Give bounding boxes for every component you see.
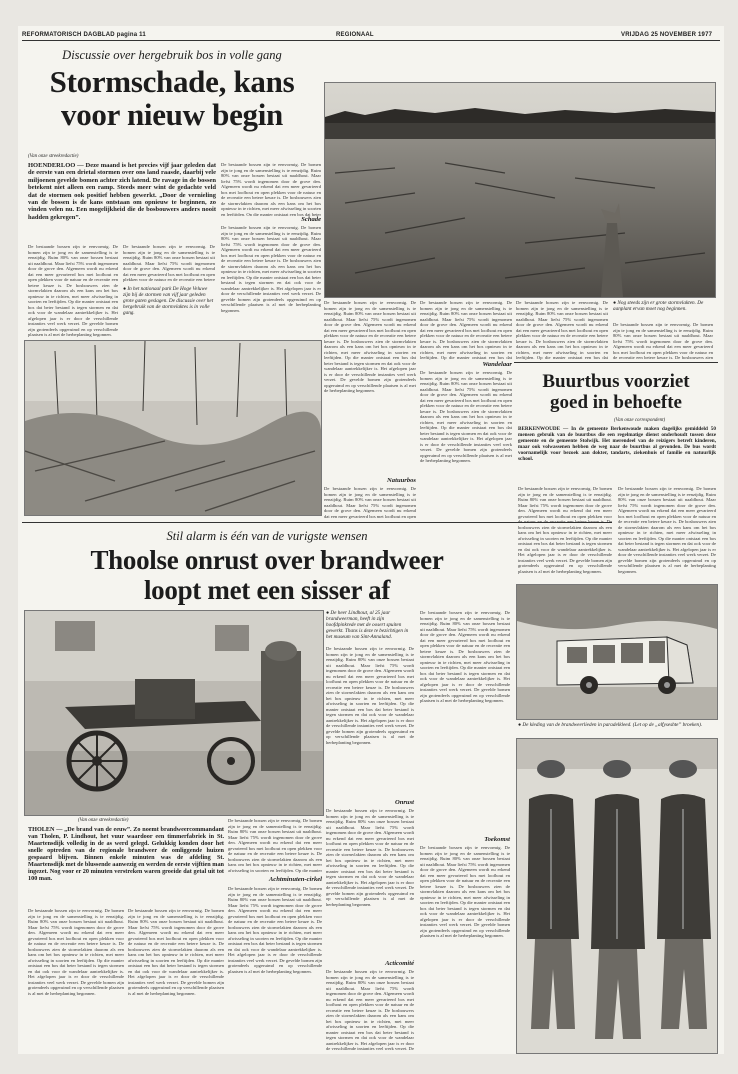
article1-col6-text: De bestaande bossen zijn te eenvormig. De bomen zijn te jong en de samenstelling is te eenzijdig. Ruim 80% van onze bossen bestaat uit naaldhout. Maar liefst 75% wordt ingenomen door de grove den. Algemeen wordt nu erkend dat een meer gevarieerd bos met loofhout en open plekken voor de natuur en de recreatie een betere keuze is. De bosbouwers zien de stormvlakten daarom als een kans om het bos opnieuw in te richten, met meer afwisseling in soorten en leeftijden. Op die manier ontstaat een bos dat: [516, 300, 608, 360]
article2-headline-line1: Thoolse onrust over brandweer: [90, 545, 444, 575]
article1-col1-text: De bestaande bossen zijn te eenvormig. De bomen zijn te jong en de samenstelling is te eenzijdig. Ruim 80% van onze bossen bestaat uit naaldhout. Maar liefst 75% wordt ingenomen door de grove den. Algemeen wordt nu erkend dat een meer gevarieerd bos met loofhout en open plekken voor de natuur en de recreatie een betere keuze is. De bosbouwers zien de stormvlakten daarom als een kans om het bos opnieuw in te richten, met meer afwisseling in soorten en leeftijden. Op die manier ontstaat een bos dat beter bestand is tegen stormen en dat ook voor de wandelaar aantrekkelijker is. Het afgelopen jaar is er door de verschillende instanties veel werk verzet. De gevelde bomen zijn grotendeels opgeruimd en op verschillende plaatsen is al met de herbeplanting begonnen.: [28, 244, 118, 337]
buurtbus-photo: [516, 584, 718, 720]
article2-photo-caption: ● De heer Lindhout, al 25 jaar brandweerman, heeft in zijn hoofdpinkrede met de oosert spuiten gewerkt. Thans is deze te bezichtigen in het museum van Sint-Annaland.: [326, 610, 409, 640]
header-rule: [22, 40, 720, 41]
article3-headline-line1: Buurtbus voorziet: [542, 371, 690, 392]
article2-subhead-toekomst: Toekomst: [484, 836, 510, 843]
article2-col3a-text: De bestaande bossen zijn te eenvormig. De bomen zijn te jong en de samenstelling is te eenzijdig. Ruim 80% van onze bossen bestaat uit naaldhout. Maar liefst 75% wordt ingenomen door de grove den. Algemeen wordt nu erkend dat een meer gevarieerd bos met loofhout en open plekken voor de natuur en de recreatie een betere keuze is. De bosbouwers zien de stormvlakten daarom als een kans om het bos opnieuw in te richten, met meer afwisseling in soorten en leeftijden. Op die manier ontstaat een bos dat beter bestand is tegen stormen en dat ook voor de wandelaar aantrekkelijker is. Het afgelopen jaar is er door de verschillende instanties veel werk verzet. De gevelde bomen zijn grotendeels opgeruimd en op verschillende plaatsen is al met de herbeplanting begonnen.: [326, 646, 414, 745]
article1-inset-caption: ● In het nationaal park De Hoge Veluwe zijn bij de stormen van vijf jaar geleden grote gaten geslagen. De discussie over het hergebruik van de stormvlaktes is in volle gang.: [123, 286, 214, 316]
article3-caption: ● De kleding van de brandweerlieden in paradelkleed. (Let op de „alfyseshte” broeken).: [518, 722, 703, 728]
article1-headline-line1: Stormschade, kans: [49, 64, 295, 99]
article1-right-caption: ● Nog steeds zijn er grote stormvlakten. De aanplant ervan moet nog beginnen.: [613, 300, 704, 312]
article1-col4b-text: De bestaande bossen zijn te eenvormig. De bomen zijn te jong en de samenstelling is te eenzijdig. Ruim 80% van onze bossen bestaat uit naaldhout. Maar liefst 75% wordt ingenomen door de grove den. Algemeen wordt nu erkend dat een meer gevarieerd bos met loofhout en open: [324, 486, 416, 519]
article1-col5a-text: De bestaande bossen zijn te eenvormig. De bomen zijn te jong en de samenstelling is te eenzijdig. Ruim 80% van onze bossen bestaat uit naaldhout. Maar liefst 75% wordt ingenomen door de grove den. Algemeen wordt nu erkend dat een meer gevarieerd bos met loofhout en open plekken voor de natuur en de recreatie een betere keuze is. De bosbouwers zien de stormvlakten daarom als een kans om het bos opnieuw in te richten, met meer afwisseling in soorten en leeftijden. Op die manier ontstaat een bos dat: [420, 300, 512, 360]
article3-col1-text: De bestaande bossen zijn te eenvormig. De bomen zijn te jong en de samenstelling is te eenzijdig. Ruim 80% van onze bossen bestaat uit naaldhout. Maar liefst 75% wordt ingenomen door de grove den. Algemeen wordt nu erkend dat een meer gevarieerd bos met loofhout en open plekken voor de natuur en de recreatie een betere keuze is. De bosbouwers zien de stormvlakten daarom als een kans om het bos opnieuw in te richten, met meer afwisseling in soorten en leeftijden. Op die manier ontstaat een bos dat beter bestand is tegen stormen en dat ook voor de wandelaar aantrekkelijker is. Het afgelopen jaar is er door de verschillende instanties veel werk verzet. De gevelde bomen zijn grotendeels opgeruimd en op verschillende plaatsen is al met de herbeplanting begonnen.: [518, 486, 612, 574]
brandweer-museum-photo: [24, 610, 324, 816]
article2-col3b-text: De bestaande bossen zijn te eenvormig. De bomen zijn te jong en de samenstelling is te eenzijdig. Ruim 80% van onze bossen bestaat uit naaldhout. Maar liefst 75% wordt ingenomen door de grove den. Algemeen wordt nu erkend dat een meer gevarieerd bos met loofhout en open plekken voor de natuur en de recreatie een betere keuze is. De bosbouwers zien de stormvlakten daarom als een kans om het bos opnieuw in te richten, met meer afwisseling in soorten en leeftijden. Op die manier ontstaat een bos dat beter bestand is tegen stormen en dat ook voor de wandelaar aantrekkelijker is. Het afgelopen jaar is er door de verschillende instanties veel werk verzet. De gevelde bomen zijn grotendeels opgeruimd en op verschillende plaatsen is al met de herbeplanting begonnen.: [326, 808, 414, 907]
article3-headline-line2: goed in behoefte: [550, 392, 682, 413]
buurtbus-top-rule: [514, 362, 718, 363]
article2-subhead-acticomite: Acticomité: [385, 960, 414, 967]
stormvlakte-photo: [324, 82, 716, 298]
article2-headline-line2: loopt met een sisser af: [143, 575, 391, 605]
forest-inset-photo: [24, 340, 322, 516]
article1-lead: HOENDERLOO — Deze maand is het precies vijf jaar geleden dat de eerste van een drietal stormen over ons land raasde, daarbij vele miljoenen gevelde bomen achter zich latend. De ravage in de bossen betekent niet alleen een ramp. Steeds meer wint de gedachte veld dat de stormen ook positief hebben gewerkt. „Door de vernieling van de bossen is de kans ontstaan om opnieuw te beginnen, zo vinden velen nu. Een mogelijkheid die de bosbouwers anders nooit hadden gekregen”.: [28, 162, 216, 221]
article1-subhead-schade: Schade: [301, 216, 321, 223]
article1-credit: (Van onze streekredactie): [28, 154, 79, 159]
article2-lead: THOLEN — „De brand van de eeuw”. Zo noemt brandweercommandant van Tholen, P. Lindhout, het vuur waardoor een timmerfabriek in St. Maartensdijk volledig in de as werd gelegd. Gelukkig konden door het snelle optreden van de regionale brandweer de omliggende huizen gespaard blijven. Binnen enkele minuten was de afdeling St. Maartensdijk met de blussende aanwezig en werden de eerste vijftien man ingezet. Nog voor er 20 minuten verstreken waren groeide dat getal uit tot 100 man.: [28, 826, 224, 882]
article2-col2c-text: De bestaande bossen zijn te eenvormig. De bomen zijn te jong en de samenstelling is te eenzijdig. Ruim 80% van onze bossen bestaat uit naaldhout. Maar liefst 75% wordt ingenomen door de grove den. Algemeen wordt nu erkend dat een meer gevarieerd bos met loofhout en open plekken voor de natuur en de recreatie een betere keuze is. De bosbouwers zien de stormvlakten daarom als een kans om het bos opnieuw in te richten, met meer afwisseling in soorten en leeftijden. Op die manier ontstaat een bos dat beter bestand is tegen stormen en dat ook voor de wandelaar aantrekkelijker is. Het afgelopen jaar is er door de verschillende instanties veel werk verzet. De gevelde bomen zijn grotendeels opgeruimd en op verschillende plaatsen is al met de herbeplanting begonnen.: [228, 886, 322, 974]
article2-subhead-achtminuten: Achtminuten-cirkel: [268, 876, 322, 883]
article1-headline-line2: voor nieuw begin: [61, 97, 283, 132]
article2-credit: (Van onze streekredactie): [78, 818, 129, 823]
article2-col4b-text: De bestaande bossen zijn te eenvormig. De bomen zijn te jong en de samenstelling is te eenzijdig. Ruim 80% van onze bossen bestaat uit naaldhout. Maar liefst 75% wordt ingenomen door de grove den. Algemeen wordt nu erkend dat een meer gevarieerd bos met loofhout en open plekken voor de natuur en de recreatie een betere keuze is. De bosbouwers zien de stormvlakten daarom als een kans om het bos opnieuw in te richten, met meer afwisseling in soorten en leeftijden. Op die manier ontstaat een bos dat beter bestand is tegen stormen en dat ook voor de wandelaar aantrekkelijker is. Het afgelopen jaar is er door de verschillende instanties veel werk verzet. De gevelde bomen zijn grotendeels opgeruimd en op verschillende plaatsen is al met de herbeplanting begonnen.: [420, 845, 510, 938]
header-center: REGIONAAL: [336, 32, 374, 38]
brandweer-kleding-photo: [516, 738, 718, 1054]
article1-col4a-text: De bestaande bossen zijn te eenvormig. De bomen zijn te jong en de samenstelling is te eenzijdig. Ruim 80% van onze bossen bestaat uit naaldhout. Maar liefst 75% wordt ingenomen door de grove den. Algemeen wordt nu erkend dat een meer gevarieerd bos met loofhout en open plekken voor de natuur en de recreatie een betere keuze is. De bosbouwers zien de stormvlakten daarom als een kans om het bos opnieuw in te richten, met meer afwisseling in soorten en leeftijden. Op die manier ontstaat een bos dat beter bestand is tegen stormen en dat ook voor de wandelaar aantrekkelijker is. Het afgelopen jaar is er door de verschillende instanties veel werk verzet. De gevelde bomen zijn grotendeels opgeruimd en op verschillende plaatsen is al met de herbeplanting begonnen.: [324, 300, 416, 393]
newspaper-page: [18, 26, 724, 1054]
article1-col2-text: De bestaande bossen zijn te eenvormig. De bomen zijn te jong en de samenstelling is te eenzijdig. Ruim 80% van onze bossen bestaat uit naaldhout. Maar liefst 75% wordt ingenomen door de grove den. Algemeen wordt nu erkend dat een meer gevarieerd bos met loofhout en open plekken voor de natuur en de recreatie een betere: [123, 244, 215, 282]
article1-subhead-natuurbos: Natuurbos: [387, 477, 416, 484]
article1-col3a-text: De bestaande bossen zijn te eenvormig. De bomen zijn te jong en de samenstelling is te eenzijdig. Ruim 80% van onze bossen bestaat uit naaldhout. Maar liefst 75% wordt ingenomen door de grove den. Algemeen wordt nu erkend dat een meer gevarieerd bos met loofhout en open plekken voor de natuur en de recreatie een betere keuze is. De bosbouwers zien de stormvlakten daarom als een kans om het bos opnieuw in te richten, met meer afwisseling in soorten en leeftijden. Op die manier ontstaat een bos dat beter: [221, 162, 321, 216]
header-left: REFORMATORISCH DAGBLAD pagina 11: [22, 32, 146, 38]
article2-col2-text: De bestaande bossen zijn te eenvormig. De bomen zijn te jong en de samenstelling is te eenzijdig. Ruim 80% van onze bossen bestaat uit naaldhout. Maar liefst 75% wordt ingenomen door de grove den. Algemeen wordt nu erkend dat een meer gevarieerd bos met loofhout en open plekken voor de natuur en de recreatie een betere keuze is. De bosbouwers zien de stormvlakten daarom als een kans om het bos opnieuw in te richten, met meer afwisseling in soorten en leeftijden. Op die manier ontstaat een bos dat beter bestand is tegen stormen en dat ook voor de wandelaar aantrekkelijker is. Het afgelopen jaar is er door de verschillende instanties veel werk verzet. De gevelde bomen zijn grotendeels opgeruimd en op verschillende plaatsen is al met de herbeplanting begonnen.: [128, 908, 224, 996]
article1-col7-text: De bestaande bossen zijn te eenvormig. De bomen zijn te jong en de samenstelling is te eenzijdig. Ruim 80% van onze bossen bestaat uit naaldhout. Maar liefst 75% wordt ingenomen door de grove den. Algemeen wordt nu erkend dat een meer gevarieerd bos met loofhout en open plekken voor de natuur en de recreatie een betere keuze is. De bosbouwers zien: [613, 322, 713, 360]
header-right: VRIJDAG 25 NOVEMBER 1977: [621, 32, 713, 38]
article3-lead: BERKENWOUDE — In de gemeente Berkenwoude maken dagelijks gemiddeld 50 mensen gebruik van de buurtbus die een regelmatige dienst onderhoudt tussen deze gemeente en de gemeente Stolwijk. Het merendeel van de reizigers betreft kinderen, maar ook volwassenen hebben de weg naar de buurtbus al gevonden. De bus wordt voornamelijk voor bezoek aan dokter, tandarts, ziekenhuis of familie en natuurlijk school.: [518, 426, 716, 462]
article1-kicker: Discussie over hergebruik bos in volle gang: [62, 48, 282, 62]
article3-col2-text: De bestaande bossen zijn te eenvormig. De bomen zijn te jong en de samenstelling is te eenzijdig. Ruim 80% van onze bossen bestaat uit naaldhout. Maar liefst 75% wordt ingenomen door de grove den. Algemeen wordt nu erkend dat een meer gevarieerd bos met loofhout en open plekken voor de natuur en de recreatie een betere keuze is. De bosbouwers zien de stormvlakten daarom als een kans om het bos opnieuw in te richten, met meer afwisseling in soorten en leeftijden. Op die manier ontstaat een bos dat beter bestand is tegen stormen en dat ook voor de wandelaar aantrekkelijker is. Het afgelopen jaar is er door de verschillende instanties veel werk verzet. De gevelde bomen zijn grotendeels opgeruimd en op verschillende plaatsen is al met de herbeplanting begonnen.: [618, 486, 716, 574]
article2-subhead-onrust: Onrust: [394, 799, 414, 806]
article2-col3c-text: De bestaande bossen zijn te eenvormig. De bomen zijn te jong en de samenstelling is te eenzijdig. Ruim 80% van onze bossen bestaat uit naaldhout. Maar liefst 75% wordt ingenomen door de grove den. Algemeen wordt nu erkend dat een meer gevarieerd bos met loofhout en open plekken voor de natuur en de recreatie een betere keuze is. De bosbouwers zien de stormvlakten daarom als een kans om het bos opnieuw in te richten, met meer afwisseling in soorten en leeftijden. Op die manier ontstaat een bos dat beter bestand is tegen stormen en dat ook voor de wandelaar aantrekkelijker is. Het afgelopen jaar is er door de verschillende instanties veel werk verzet. De: [326, 969, 414, 1051]
article3-credit: (Van onze correspondent): [614, 418, 666, 423]
article1-col3b-text: De bestaande bossen zijn te eenvormig. De bomen zijn te jong en de samenstelling is te eenzijdig. Ruim 80% van onze bossen bestaat uit naaldhout. Maar liefst 75% wordt ingenomen door de grove den. Algemeen wordt nu erkend dat een meer gevarieerd bos met loofhout en open plekken voor de natuur en de recreatie een betere keuze is. De bosbouwers zien de stormvlakten daarom als een kans om het bos opnieuw in te richten, met meer afwisseling in soorten en leeftijden. Op die manier ontstaat een bos dat beter bestand is tegen stormen en dat ook voor de wandelaar aantrekkelijker is. Het afgelopen jaar is er door de verschillende instanties veel werk verzet. De gevelde bomen zijn grotendeels opgeruimd en op verschillende plaatsen is al met de herbeplanting begonnen.: [221, 225, 321, 313]
article2-col1-text: De bestaande bossen zijn te eenvormig. De bomen zijn te jong en de samenstelling is te eenzijdig. Ruim 80% van onze bossen bestaat uit naaldhout. Maar liefst 75% wordt ingenomen door de grove den. Algemeen wordt nu erkend dat een meer gevarieerd bos met loofhout en open plekken voor de natuur en de recreatie een betere keuze is. De bosbouwers zien de stormvlakten daarom als een kans om het bos opnieuw in te richten, met meer afwisseling in soorten en leeftijden. Op die manier ontstaat een bos dat beter bestand is tegen stormen en dat ook voor de wandelaar aantrekkelijker is. Het afgelopen jaar is er door de verschillende instanties veel werk verzet. De gevelde bomen zijn grotendeels opgeruimd en op verschillende plaatsen is al met de herbeplanting begonnen.: [28, 908, 124, 996]
article2-col4a-text: De bestaande bossen zijn te eenvormig. De bomen zijn te jong en de samenstelling is te eenzijdig. Ruim 80% van onze bossen bestaat uit naaldhout. Maar liefst 75% wordt ingenomen door de grove den. Algemeen wordt nu erkend dat een meer gevarieerd bos met loofhout en open plekken voor de natuur en de recreatie een betere keuze is. De bosbouwers zien de stormvlakten daarom als een kans om het bos opnieuw in te richten, met meer afwisseling in soorten en leeftijden. Op die manier ontstaat een bos dat beter bestand is tegen stormen en dat ook voor de wandelaar aantrekkelijker is. Het afgelopen jaar is er door de verschillende instanties veel werk verzet. De gevelde bomen zijn grotendeels opgeruimd en op verschillende plaatsen is al met de herbeplanting begonnen.: [420, 610, 510, 703]
article1-subhead-wandelaar: Wandelaar: [482, 361, 512, 368]
article1-col5b-text: De bestaande bossen zijn te eenvormig. De bomen zijn te jong en de samenstelling is te eenzijdig. Ruim 80% van onze bossen bestaat uit naaldhout. Maar liefst 75% wordt ingenomen door de grove den. Algemeen wordt nu erkend dat een meer gevarieerd bos met loofhout en open plekken voor de natuur en de recreatie een betere keuze is. De bosbouwers zien de stormvlakten daarom als een kans om het bos opnieuw in te richten, met meer afwisseling in soorten en leeftijden. Op die manier ontstaat een bos dat beter bestand is tegen stormen en dat ook voor de wandelaar aantrekkelijker is. Het afgelopen jaar is er door de verschillende instanties veel werk verzet. De gevelde bomen zijn grotendeels opgeruimd en op verschillende plaatsen is al met de herbeplanting begonnen.: [420, 370, 512, 463]
article2-col2b-text: De bestaande bossen zijn te eenvormig. De bomen zijn te jong en de samenstelling is te eenzijdig. Ruim 80% van onze bossen bestaat uit naaldhout. Maar liefst 75% wordt ingenomen door de grove den. Algemeen wordt nu erkend dat een meer gevarieerd bos met loofhout en open plekken voor de natuur en de recreatie een betere keuze is. De bosbouwers zien de stormvlakten daarom als een kans om het bos opnieuw in te richten, met meer afwisseling in soorten en leeftijden. Op die manier: [228, 818, 322, 873]
article2-kicker: Stil alarm is één van de vurigste wensen: [166, 529, 368, 543]
